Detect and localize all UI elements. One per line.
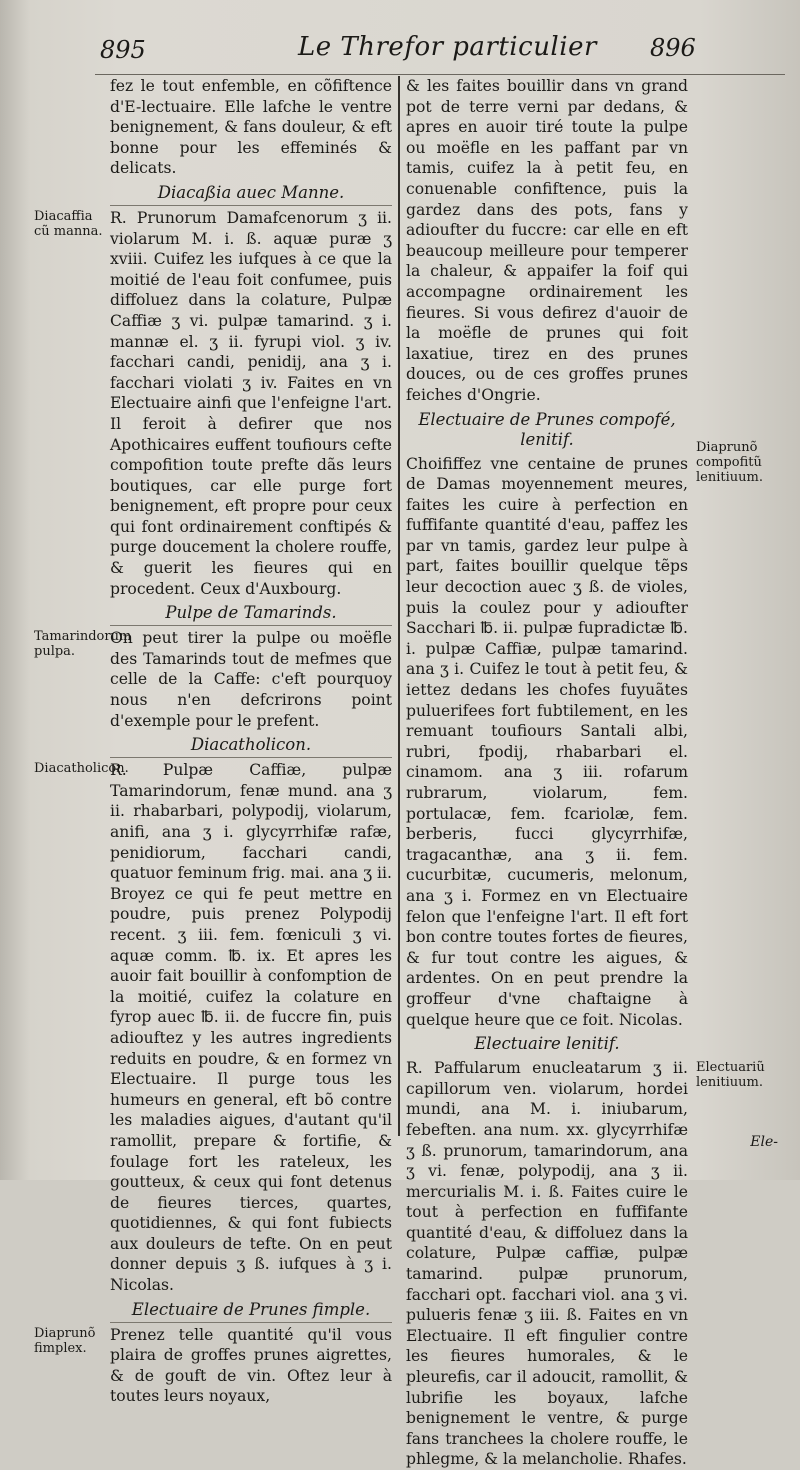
section-text-tamarinds: On peut tirer la pulpe ou moëfle des Tamarinds tout de mefmes que celle de la Caffe: c'eft pourquoy nous n'en defcrirons point d'exemple pour le prefent. [110, 629, 392, 730]
left-column [34, 76, 392, 1407]
catchword: Ele- [750, 1134, 778, 1150]
page-number-left: 895 [100, 36, 146, 64]
running-title: Le Threfor particulier [298, 32, 597, 62]
right-column [406, 76, 765, 1470]
section-heading-tamarinds: Pulpe de Tamarinds. [110, 603, 392, 626]
section-text-lenitif: R. Paffularum enucleatarum ʒ ii. capillorum ven. violarum, hordei mundi, ana M. i. iniubarum, febeften. ana num. xx. glycyrrhifæ ʒ ß. prunorum, tamarindorum, ana ʒ vi. fenæ, polypodij, ana ʒ ii. mercurialis M. i. ß. Faites cuire le tout à perfection en fuffifante quantité d'eau, & diffoluez dans la colature, Pulpæ caffiæ, pulpæ tamarind. pulpæ prunorum, facchari opt. facchari viol. ana ʒ vi. pulueris fenæ ʒ iii. ß. Faites en vn Electuaire. Il eft fingulier contre les fieures humorales, & le pleurefis, car il adoucit, ramollit, & lubrifie les boyaux, lafche benignement le ventre, & purge fans tranchees la cholere rouffe, le phlegme, & la melancholie. Rhafes. [406, 1059, 688, 1469]
left-intro-paragraph: fez le tout enfemble, en cõfiftence d'E-lectuaire. Elle lafche le ventre benignement, & fans douleur, & eft bonne pour les effeminés & delicats. [110, 77, 392, 178]
page-number-right: 896 [650, 34, 696, 62]
right-intro-paragraph: & les faites bouillir dans vn grand pot de terre verni par dedans, & apres en auoir tiré toute la pulpe ou moëfle en les paffant par vn tamis, cuifez la à petit feu, en conuenable confiftence, puis la gardez dans des pots, fans y adioufter du fuccre: car elle en eft beaucoup meilleure pour temperer la chaleur, & appaifer la foif qui accompagne ordinairement les fieures. Si vous defirez d'auoir de la moëfle de prunes qui foit laxatiue, tirez en des prunes douces, ou de ces groffes prunes feiches d'Ongrie. [406, 77, 688, 404]
section-text-diacassia: R. Prunorum Damafcenorum ʒ ii. violarum M. i. ß. aquæ puræ ʒ xviii. Cuifez les iufques à ce que la moitié de l'eau foit confumee, puis diffoluez dans la colature, Pulpæ Caffiæ ʒ vi. pulpæ tamarind. ʒ i. mannæ el. ʒ ii. fyrupi viol. ʒ iv. facchari candi, penidij, ana ʒ i. facchari violati ʒ iv. Faites en vn Electuaire ainfi que l'enfeigne l'art. Il feroit à defirer que nos Apothicaires euffent toufiours cefte compofition toute prefte dãs leurs boutiques, car elle purge fort benignement, eft propre pour ceux qui font ordinairement conftipés & purge doucement la cholere rouffe, & guerit les fieures qui en procedent. Ceux d'Auxbourg. [110, 208, 392, 598]
running-head [0, 28, 800, 78]
margin-note-prunes-compose: Diaprunõ compofitũ lenitiuum. [696, 439, 763, 485]
margin-note-tamarinds: Tamarindorum pulpa. [34, 629, 132, 660]
section-diacassia [34, 182, 392, 599]
section-heading-lenitif: Electuaire lenitif. [474, 1034, 620, 1054]
section-tamarinds [34, 603, 392, 731]
section-heading-prunes-compose: Electuaire de Prunes compofé, lenitif. [418, 409, 676, 449]
margin-note-lenitif: Electuariũ lenitiuum. [696, 1060, 765, 1091]
column-divider [398, 76, 400, 1136]
margin-note-diacassia: Diacaffia cũ manna. [34, 208, 103, 239]
section-text-diacatholicon: R. Pulpæ Caffiæ, pulpæ Tamarindorum, fenæ mund. ana ʒ ii. rhabarbari, polypodij, violarum, anifi, ana ʒ i. glycyrrhifæ rafæ, penidiorum, facchari candi, quatuor feminum frig. mai. ana ʒ ii. Broyez ce qui fe peut mettre en poudre, puis prenez Polypodij recent. ʒ iii. fem. fœniculi ʒ vi. aquæ comm. ℔. ix. Et apres les auoir fait bouillir à confomption de la moitié, cuifez la colature en fyrop auec ℔. ii. de fuccre fin, puis adiouftez y les autres ingredients reduits en poudre, & en formez vn Electuaire. Il purge tous les humeurs en general, eft bõ contre les maladies aigues, d'autant qu'il ramollit, prepare & fortifie, & foulage fort les rateleux, les goutteux, & ceux qui font detenus de fieures tierces, quartes, quotidiennes, & qui font fubiects aux douleurs de tefte. On en peut donner depuis ʒ ß. iufques à ʒ i. Nicolas. [110, 761, 392, 1295]
margin-note-diacatholicon: Diacatholicon. [34, 761, 129, 777]
section-prunes-compose [406, 409, 763, 1031]
header-rule [95, 74, 785, 75]
margin-note-prunes-simple: Diaprunõ fimplex. [34, 1325, 96, 1356]
section-diacatholicon [34, 735, 392, 1295]
section-prunes-simple [34, 1299, 392, 1407]
section-text-prunes-compose: Choififfez vne centaine de prunes de Damas moyennement meures, faites les cuire à perfection en fuffifante quantité d'eau, paffez les par vn tamis, gardez leur pulpe à part, faites bouillir quelque tẽps leur decoction auec ʒ ß. de violes, puis la coulez pour y adioufter Sacchari ℔. ii. pulpæ fupradictæ ℔. i. pulpæ Caffiæ, pulpæ tamarind. ana ʒ i. Cuifez le tout à petit feu, & iettez dedans les chofes fuyuãtes puluerifees fort fubtilement, en les remuant toufiours Santali albi, rubri, fpodij, rhabarbari el. cinamom. ana ʒ iii. rofarum rubrarum, violarum, fem. portulacæ, fem. fcariolæ, fem. berberis, fucci glycyrrhifæ, tragacanthæ, ana ʒ ii. fem. cucurbitæ, cucumeris, melonum, ana ʒ i. Formez en vn Electuaire felon que l'enfeigne l'art. Il eft fort bon contre toutes fortes de fieures, & fur tout contre les aigues, & ardentes. On en peut prendre la groffeur d'vne chaftaigne à quelque heure que ce foit. Nicolas. [406, 454, 688, 1029]
section-lenitif [406, 1034, 765, 1470]
section-heading-diacatholicon: Diacatholicon. [110, 735, 392, 758]
section-text-prunes-simple: Prenez telle quantité qu'il vous plaira de groffes prunes aigrettes, & de gouft de vin. Oftez leur à toutes leurs noyaux, [110, 1325, 392, 1406]
section-heading-diacassia: Diacaßia auec Manne. [110, 183, 392, 206]
section-heading-prunes-simple: Electuaire de Prunes fimple. [110, 1300, 392, 1323]
